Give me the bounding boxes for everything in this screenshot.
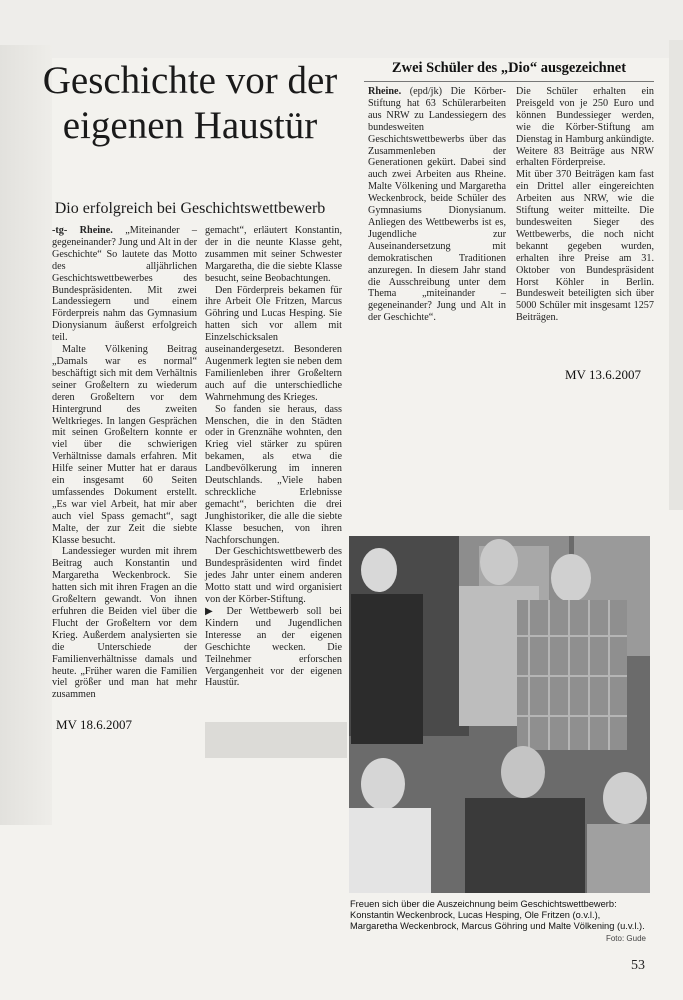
left-article-headline: Geschichte vor der eigenen Haustür [42, 59, 338, 147]
left-article-source: MV 18.6.2007 [56, 717, 132, 732]
paragraph-text: Landessieger wurden mit ihrem Beitrag auch Konstantin und Margaretha Weckenbrock. Sie hatten sich mit ihren Fragen an die Großeltern gewandt. Von ihnen erfuhren die Beiden viel über die Flucht der Großeltern vor dem Krieg. Außerdem analysierten sie die Unterschiede der Familienverhältnisse damals und heute. „Früher waren die Familien viel größer und man hat mehr zusammen [52, 546, 197, 701]
adjacent-page-bleed-left [0, 45, 52, 825]
paragraph [205, 606, 342, 689]
right-article-column-1 [368, 86, 506, 324]
paragraph-text: „Miteinander – gegeneinander? Jung und Alt in der Geschichte“ So lautete das Motto des alljährlichen Geschichtswettbewerbes des Bundespräsidenten. Mit zwei Landessiegern und einem Förderpreis nahm das Gymnasium Dionysianum äußerst erfolgreich teil. [52, 225, 198, 344]
left-article-column-1 [52, 225, 197, 701]
right-article-headline-rule [364, 81, 654, 82]
right-article-column-2 [516, 86, 654, 324]
paragraph [516, 86, 654, 169]
group-photo [349, 536, 650, 893]
photo-credit: Foto: Gude [605, 933, 646, 943]
paragraph-text: So fanden sie heraus, dass Menschen, die in den Städten oder in Grenznähe wohnten, den Krieg viel stärker zu spüren bekamen, als etwa die Landbevölkerung im inneren Deutschlands. „Viele haben schreckliche Erlebnisse gemacht“, berichten die drei Junghistoriker, die alle die siebte Klasse besuchen, von ihren Nachforschungen. [205, 403, 342, 546]
paragraph-text: gemacht“, erläutert Konstantin, der in die neunte Klasse geht, zusammen mit seiner Schwester Margaretha, die die siebte Klasse besucht, seine Beobachtungen. [205, 225, 342, 284]
paragraph [368, 86, 506, 324]
dateline: -tg- Rheine. [52, 225, 113, 236]
paragraph [205, 285, 342, 404]
adjacent-page-bleed-top [0, 0, 683, 58]
paragraph-text: ▶ Der Wettbewerb soll bei Kindern und Jugendlichen Interesse an der eigenen Geschichte wecken. Die Teilnehmer erforschen Vergangenheit vor der eigenen Haustür. [205, 606, 342, 689]
paragraph-text: Malte Völkening Beitrag „Damals war es normal“ beschäftigt sich mit dem Verhältnis seiner Großeltern zu wiederum deren Großeltern vor dem Hintergrund des zweiten Weltkrieges. In langen Gesprächen mit seinen Großeltern konnte er viel über die schwierigen Verhältnisse damals erfahren. Mit Hilfe seiner Mutter hat er daraus ein insgesamt 60 Seiten umfassendes Dokument erstellt. „Es war viel Arbeit, hat mir aber auch viel Spass gemacht“, sagt Malte, der zur Zeit die siebte Klasse besucht. [52, 344, 197, 546]
paragraph [52, 225, 197, 344]
left-article-subheadline: Dio erfolgreich bei Geschichtswettbewerb [54, 200, 326, 217]
left-article-column-2 [205, 225, 342, 689]
paragraph [52, 344, 197, 546]
right-article-source: MV 13.6.2007 [565, 367, 641, 382]
photo-caption-text: Freuen sich über die Auszeichnung beim Geschichtswettbewerb: Konstantin Weckenbrock, Lucas Hesping, Ole Fritzen (o.v.l.), Margaretha Weckenbrock, Marcus Göhring und Malte Völkening (u.v.l.). [350, 899, 645, 932]
paragraph-text: Den Förderpreis bekamen für ihre Arbeit Ole Fritzen, Marcus Göhring und Lucas Hesping. Sie hatten sich vor allem mit Einzelschicksalen auseinandergesetzt. Besonderen Augenmerk legten sie neben dem Familienleben ihrer Großeltern auch auf die unterschiedliche Wahrnehmung des Krieges. [205, 284, 342, 403]
dateline: Rheine. [368, 86, 402, 97]
bleed-gray-box [205, 722, 347, 758]
adjacent-page-bleed-right [669, 40, 683, 510]
paragraph [205, 404, 342, 547]
paragraph [205, 225, 342, 285]
paragraph [516, 169, 654, 324]
paragraph-text: Der Geschichtswettbewerb des Bundespräsidenten wird findet jedes Jahr unter einem anderen Motto statt und wird organisiert von der Körber-Stiftung. [205, 546, 342, 606]
photo-caption [350, 899, 646, 944]
page-number: 53 [631, 958, 645, 973]
paragraph [205, 546, 342, 606]
paragraph-text: Mit über 370 Beiträgen kam fast ein Drittel aller eingereichten Arbeiten aus NRW, wie die Stiftung weiter mitteilte. Die bundesweiten Sieger des Wettbewerbs, die noch nicht bekannt gegeben wurden, erhalten ihre Preise am 31. Oktober von Bundespräsident Horst Köhler in Berlin. Bundesweit beteiligten sich über 5000 Schüler mit insgesamt 1257 Beiträgen. [516, 169, 654, 324]
paragraph-text: (epd/jk) Die Körber-Stiftung hat 63 Schülerarbeiten aus NRW zu Landessiegern des bundesweiten Geschichtswettbewerbs über das Zusammenleben der Generationen gekürt. Dabei sind auch zwei Arbeiten aus Rheine. Malte Völkening und Margaretha Weckenbrock, beide Schüler des Gymnasiums Dionysianum. Anliegen des Wettbewerbs ist es, Jugendliche zur Auseinandersetzung mit demokratischen Traditionen anzuregen. In diesem Jahr stand die Ausschreibung unter dem Thema „miteinander – gegeneinander? Jung und Alt in der Geschichte“. [368, 86, 506, 324]
paragraph [52, 546, 197, 701]
paragraph-text: Die Schüler erhalten ein Preisgeld von je 250 Euro und können Bundessieger werden, wie die Körber-Stiftung am Dienstag in Hamburg ankündigte. Weitere 83 Beiträge aus NRW erhalten Förderpreise. [516, 86, 654, 169]
right-article-headline: Zwei Schüler des „Dio“ ausgezeichnet [391, 60, 627, 76]
